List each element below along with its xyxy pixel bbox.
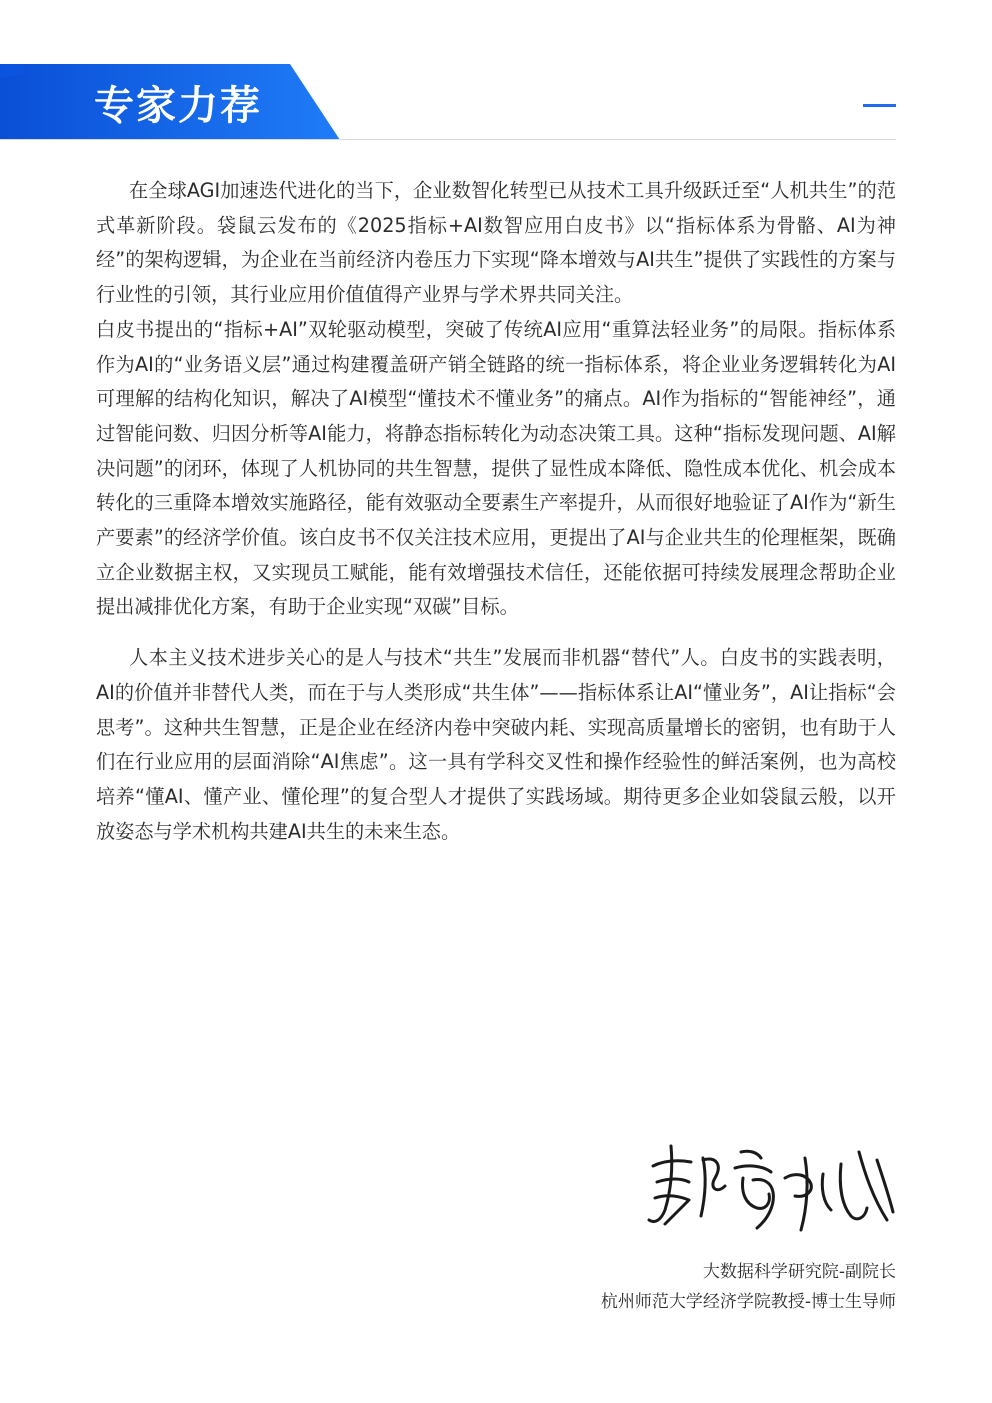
signature-title-line-2: 杭州师范大学经济学院教授-博士生导师 xyxy=(600,1292,896,1312)
article-paragraph-1: 在全球AGI加速迭代进化的当下，企业数智化转型已从技术工具升级跃迁至“人机共生”的范式革新阶段。袋鼠云发布的《2025指标+AI数智应用白皮书》以“指标体系为骨骼、AI为神经”的架构逻辑，为企业在当前经济内卷压力下实现“降本增效与AI共生”提供了实践性的方案与行业性的引领，其行业应用价值值得产业界与学术界共同关注。 xyxy=(96,179,896,307)
header-divider xyxy=(0,139,896,140)
article-body xyxy=(96,174,896,849)
article-paragraph-3: 人本主义技术进步关心的是人与技术“共生”发展而非机器“替代”人。白皮书的实践表明，AI的价值并非替代人类，而在于与人类形成“共生体”——指标体系让AI“懂业务”，AI让指标“会思考”。这种共生智慧，正是企业在经济内卷中突破内耗、实现高质量增长的密钥，也有助于人们在行业应用的层面消除“AI焦虑”。这一具有学科交叉性和操作经验性的鲜活案例，也为高校培养“懂AI、懂产业、懂伦理”的复合型人才提供了实践场域。期待更多企业如袋鼠云般，以开放姿态与学术机构共建AI共生的未来生态。 xyxy=(96,646,896,843)
handwritten-signature xyxy=(645,1138,897,1238)
header-accent-dash xyxy=(863,104,896,107)
article-paragraph-2: 白皮书提出的“指标+AI”双轮驱动模型，突破了传统AI应用“重算法轻业务”的局限。指标体系作为AI的“业务语义层”通过构建覆盖研产销全链路的统一指标体系，将企业业务逻辑转化为AI可理解的结构化知识，解决了AI模型“懂技术不懂业务”的痛点。AI作为指标的“智能神经”，通过智能问数、归因分析等AI能力，将静态指标转化为动态决策工具。这种“指标发现问题、AI解决问题”的闭环，体现了人机协同的共生智慧，提供了显性成本降低、隐性成本优化、机会成本转化的三重降本增效实施路径，能有效驱动全要素生产率提升，从而很好地验证了AI作为“新生产要素”的经济学价值。该白皮书不仅关注技术应用，更提出了AI与企业共生的伦理框架，既确立企业数据主权，又实现员工赋能，能有效增强技术信任，还能依据可持续发展理念帮助企业提出减排优化方案，有助于企业实现“双碳”目标。 xyxy=(96,317,896,619)
page-title: 专家力荐 xyxy=(94,83,262,129)
signature-title-line-1: 大数据科学研究院-副院长 xyxy=(702,1262,896,1282)
